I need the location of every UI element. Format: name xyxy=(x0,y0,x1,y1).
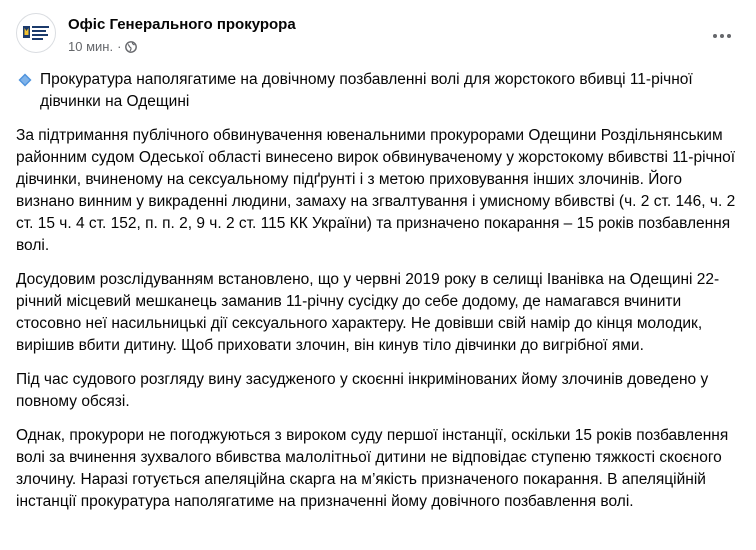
post-header xyxy=(16,10,740,60)
meta-separator: · xyxy=(117,39,122,54)
headline-text: Прокуратура наполягатиме на довічному позбавленні волі для жорстокого вбивці 11-річної дівчинки на Одещині xyxy=(40,71,693,110)
prosecutor-office-logo-icon xyxy=(17,14,55,52)
post-headline xyxy=(16,69,740,113)
post-paragraph-2: Досудовим розслідуванням встановлено, що у червні 2019 року в селищі Іванівка на Одещині 22-річний місцевий мешканець заманив 11-річну сусідку до себе додому, де намагався вчинити стосовно неї насильницькі дії сексуального характеру. Не довівши свій намір до кінця молодик, вирішив вбити дитину. Щоб приховати злочин, він кинув тіло дівчинки до вигрібної ями. xyxy=(16,271,720,354)
more-horizontal-icon xyxy=(712,34,733,38)
post-content xyxy=(16,69,740,525)
globe-icon[interactable] xyxy=(125,41,137,53)
post-paragraph-1: За підтримання публічного обвинувачення ювенальними прокурорами Одещини Роздільнянським районним судом Одеської області винесено вирок обвинуваченому у жорстокому вбивстві 11-річної дівчинки, вчиненому на сексуальному підґрунті і з метою приховування інших злочинів. Його визнано винним у викраденні людини, замаху на згвалтування і умисному вбивстві (ч. 2 ст. 146, ч. 2 ст. 15 ч. 4 ст. 152, п. п. 2, 9 ч. 2 ст. 115 КК України) та призначено покарання – 15 років позбавлення волі. xyxy=(16,127,736,254)
small-blue-diamond-icon xyxy=(18,73,32,87)
post-paragraph-3: Під час судового розгляду вину засудженого у скоєнні інкримінованих йому злочинів доведено у повному обсязі. xyxy=(16,371,709,410)
post-meta xyxy=(68,39,137,54)
page-name-link[interactable]: Офіс Генерального прокурора xyxy=(68,16,296,33)
post-timestamp[interactable]: 10 мин. xyxy=(68,39,114,54)
page-avatar[interactable] xyxy=(16,13,56,53)
post-paragraph-4: Однак, прокурори не погоджуються з вироком суду першої інстанції, оскільки 15 років позбавлення волі за вчинення зухвалого вбивства малолітньої дитини не відповідає ступеню тяжкості скоєного злочину. Наразі готується апеляційна скарга на м’якість призначеного покарання. В апеляційній інстанції прокуратура наполягатиме на призначенні йому довічного позбавлення волі. xyxy=(16,427,729,510)
more-options-button[interactable] xyxy=(704,18,740,54)
